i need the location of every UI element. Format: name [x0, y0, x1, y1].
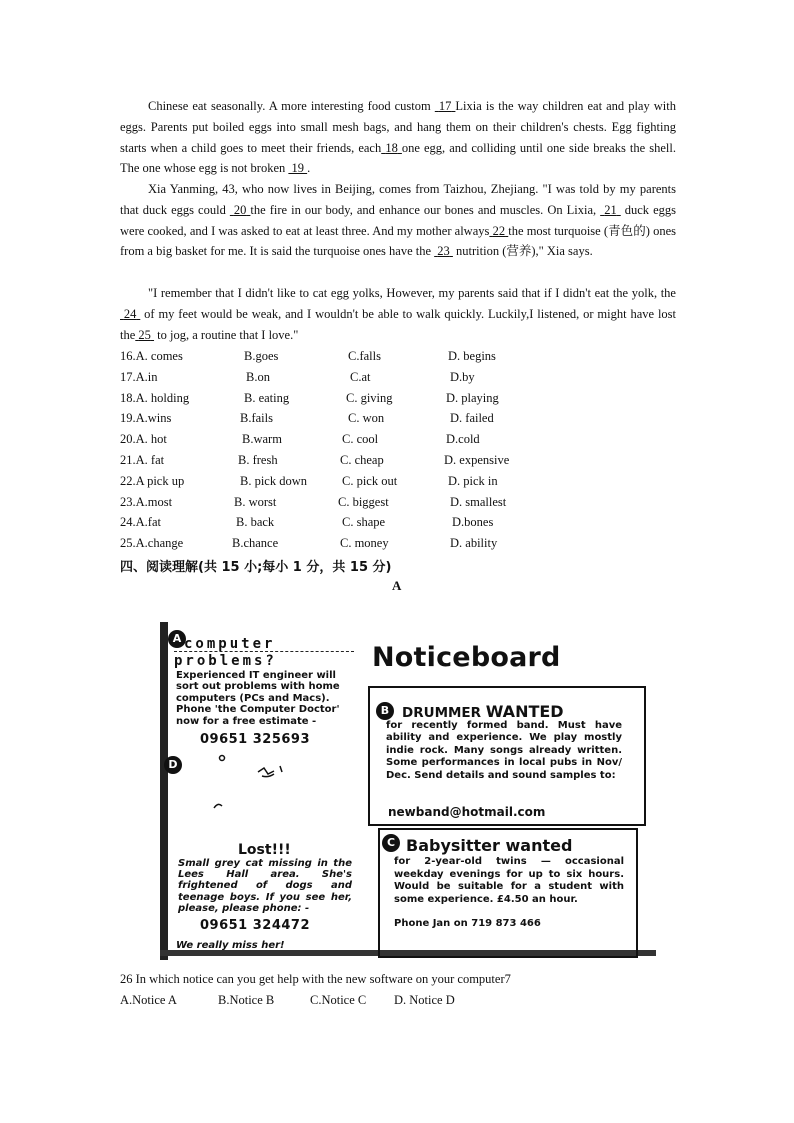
option-c[interactable]: C. cool: [342, 432, 379, 447]
q26-option-b[interactable]: B.Notice B: [218, 993, 275, 1007]
option-a[interactable]: 17.A.in: [120, 369, 158, 384]
option-row-18: [120, 388, 680, 409]
option-b[interactable]: B.goes: [244, 349, 279, 363]
option-c[interactable]: C. biggest: [338, 494, 389, 509]
option-c[interactable]: C. giving: [346, 390, 393, 405]
option-a[interactable]: 19.A.wins: [120, 411, 172, 426]
passage-text: one egg, and colliding until one side breaks the shell. The one whose egg is not broken: [120, 140, 676, 176]
q26-option-a[interactable]: A.Notice A: [120, 993, 177, 1007]
option-row-21: [120, 450, 680, 471]
passage-text: to jog, a routine that I love.": [154, 327, 299, 342]
option-b[interactable]: B.chance: [232, 536, 279, 551]
option-d[interactable]: D. ability: [450, 536, 498, 551]
passage-text: Chinese eat seasonally. A more interesting food custom: [148, 99, 435, 113]
passage-paragraph-2: [120, 179, 676, 262]
blank-19[interactable]: 19: [291, 161, 304, 176]
blank-24[interactable]: 24: [123, 306, 137, 321]
option-a[interactable]: 23.A.most: [120, 494, 173, 509]
option-row-20: [120, 429, 680, 450]
option-row-24: [120, 512, 680, 533]
option-a[interactable]: 21.A. fat: [120, 452, 165, 467]
passage-text: "I remember that I didn't like to cat egg yolks, However, my parents said that if I didn't eat the yolk, the: [148, 286, 676, 300]
option-d[interactable]: D. failed: [450, 411, 494, 426]
blank-21[interactable]: 21: [604, 202, 617, 217]
option-c[interactable]: C. pick out: [342, 473, 398, 488]
option-b[interactable]: B.on: [246, 369, 270, 384]
option-d[interactable]: D. smallest: [450, 494, 507, 509]
option-row-17: [120, 367, 680, 388]
option-b[interactable]: B.fails: [240, 411, 273, 426]
notice-d-closing: We really miss her!: [176, 940, 285, 951]
option-a[interactable]: 22.A pick up: [120, 473, 185, 488]
option-b[interactable]: B. worst: [234, 494, 277, 509]
option-d[interactable]: D.by: [450, 369, 475, 384]
option-c[interactable]: C. money: [340, 536, 389, 551]
option-d[interactable]: D. pick in: [448, 473, 498, 488]
blank-18[interactable]: 18: [385, 140, 398, 155]
option-row-19: [120, 408, 680, 429]
question-26-stem: 26 In which notice can you get help with the new software on your computer7: [120, 972, 511, 986]
option-b[interactable]: B.warm: [242, 432, 282, 447]
passage-text: duck eggs were cooked, and I was asked to eat at least three. And my mother always: [120, 202, 677, 238]
blank-23[interactable]: 23: [437, 244, 450, 259]
option-d[interactable]: D.bones: [452, 515, 494, 530]
notice-d-phone[interactable]: 09651 324472: [200, 918, 311, 933]
notice-a-title: computer problems?: [174, 636, 277, 669]
option-d[interactable]: D. playing: [446, 390, 499, 405]
passage-paragraph-1: [120, 96, 676, 179]
noticeboard-image: [160, 622, 656, 960]
option-c[interactable]: C. won: [348, 411, 385, 426]
notice-d-badge: D: [164, 756, 182, 774]
notice-a-body: Experienced IT engineer will sort out problems with home computers (PCs and Macs). Phone 'the Computer Doctor' now for a free estimate -: [176, 670, 340, 727]
notice-d-title: Lost!!!: [238, 842, 291, 858]
scribble-icon: [210, 750, 310, 820]
notice-c-badge: C: [382, 834, 400, 852]
passage-text: nutrition (营养)," Xia says.: [452, 244, 593, 259]
notice-b-email[interactable]: newband@hotmail.com: [388, 805, 546, 819]
option-a[interactable]: 24.A.fat: [120, 515, 161, 530]
passage-text: Lixia is the way children eat and play with eggs. Parents put boiled eggs into small mesh bags, and hang them on their children's chests. Egg fighting starts when a child goes to meet their friends, each: [120, 99, 677, 155]
option-d[interactable]: D. begins: [448, 349, 496, 363]
passage-text: the most turquoise (青色的) ones from a big basket for me. It is said the turquoise ones have the: [120, 223, 677, 259]
passage-text: of my feet would be weak, and I wouldn't be able to walk quickly. Luckily,I listened, or might have lost the: [120, 306, 677, 342]
passage-text: the fire in our body, and enhance our bones and muscles. On Lixia,: [250, 202, 601, 217]
notice-c-title: Babysitter wanted: [406, 836, 573, 855]
passage-text: .: [307, 161, 311, 176]
option-d[interactable]: D.cold: [446, 432, 480, 447]
option-b[interactable]: B. back: [236, 515, 275, 530]
option-a[interactable]: 18.A. holding: [120, 390, 190, 405]
notice-a-phone[interactable]: 09651 325693: [200, 732, 311, 747]
option-b[interactable]: B. pick down: [240, 473, 308, 488]
blank-25[interactable]: 25: [138, 327, 151, 342]
divider: [174, 651, 354, 653]
question-26-options: [120, 993, 540, 1011]
q26-option-d[interactable]: D. Notice D: [394, 993, 455, 1007]
notice-b-body: for recently formed band. Must have ability and experience. We play mostly indie rock. Many songs already written. Some performances in local pubs in Nov/ Dec. Send details and sound samples to:: [386, 720, 622, 781]
option-c[interactable]: C. cheap: [340, 452, 384, 467]
option-row-22: [120, 471, 680, 492]
option-b[interactable]: B. fresh: [238, 452, 278, 467]
blank-20[interactable]: 20: [233, 202, 247, 217]
section-letter: A: [392, 578, 402, 593]
option-d[interactable]: D. expensive: [444, 452, 510, 467]
option-c[interactable]: C.falls: [348, 349, 381, 363]
notice-c-body: for 2-year-old twins — occasional weekday evenings for up to six hours. Would be suitable for a student with some experience. £4.50 an hour.: [394, 856, 624, 905]
passage-text: Xia Yanming, 43, who now lives in Beijing, comes from Taizhou, Zhejiang. "I was told by my parents that duck eggs could: [120, 182, 676, 217]
option-row-16: [120, 346, 680, 367]
noticeboard-title: Noticeboard: [372, 642, 561, 673]
blank-22[interactable]: 22: [492, 223, 506, 238]
option-a[interactable]: 25.A.change: [120, 536, 184, 551]
option-a[interactable]: 20.A. hot: [120, 432, 167, 447]
option-row-23: [120, 492, 680, 513]
scan-edge: [160, 622, 168, 960]
option-a[interactable]: 16.A. comes: [120, 349, 183, 363]
blank-17[interactable]: 17: [438, 99, 452, 113]
notice-a-badge: A: [168, 630, 186, 648]
option-c[interactable]: C. shape: [342, 515, 386, 530]
passage-paragraph-3: [120, 283, 676, 345]
option-c[interactable]: C.at: [350, 369, 371, 384]
section-title: 四、阅读理解(共 15 小;每小 1 分，共 15 分): [120, 560, 392, 575]
notice-c-phone[interactable]: Phone Jan on 719 873 466: [394, 918, 541, 929]
option-b[interactable]: B. eating: [244, 390, 290, 405]
notice-d-body: Small grey cat missing in the Lees Hall area. She's frightened of dogs and teenage boys. If you see her, please, please phone: -: [178, 858, 352, 914]
notice-b-badge: B: [376, 702, 394, 720]
option-row-25: [120, 533, 680, 554]
q26-option-c[interactable]: C.Notice C: [310, 993, 367, 1007]
notice-b-title: DRUMMER WANTED: [402, 702, 564, 721]
options-list: [120, 346, 680, 554]
